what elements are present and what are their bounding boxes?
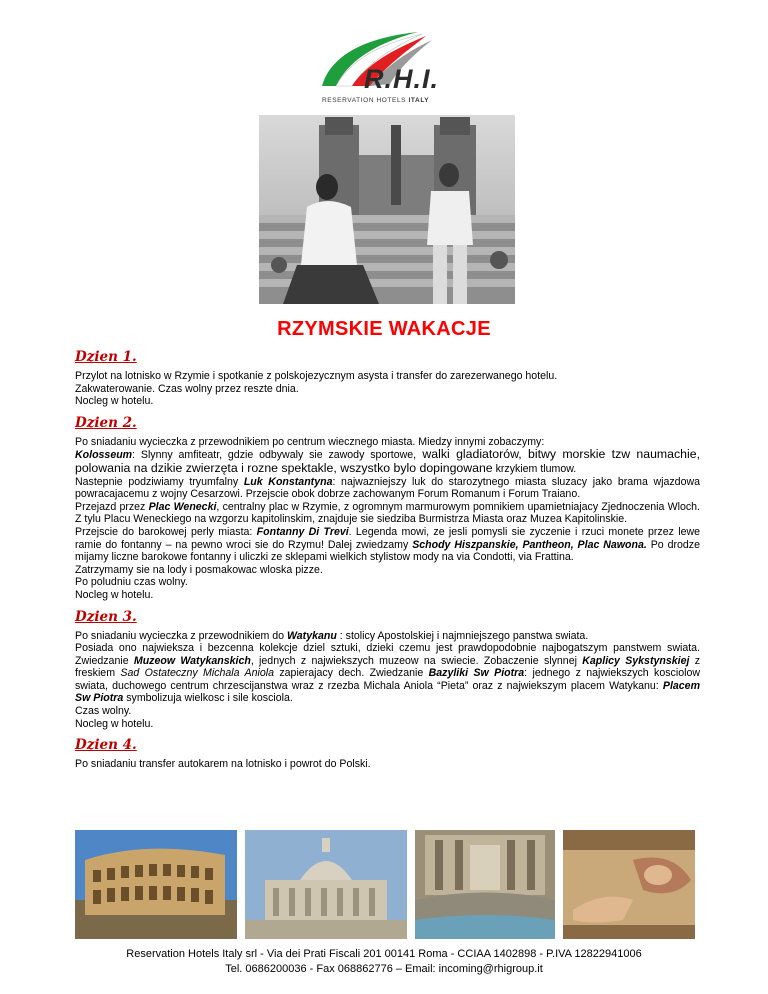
day-2	[75, 414, 700, 602]
day-line: Zakwaterowanie. Czas wolny przez reszte dnia.	[75, 382, 299, 395]
day-line: Po sniadaniu transfer autokarem na lotnisko i powrot do Polski.	[75, 758, 371, 771]
luk-paragraph: Nastepnie podziwiamy tryumfalny Luk Konstantyna: najwazniejszy luk do starozytnego miasta sluzacy jako brama wjazdowa powracajacemu z wojny Cesarzowi. Przejscie obok dobrze zachowanym Forum Romanum i Forum Traiano.	[75, 475, 700, 501]
footer-address: Reservation Hotels Italy srl - Via dei Prati Fiscali 201 00141 Roma - CCIAA 1402898 - P.IVA 12822941006	[126, 948, 642, 960]
day-heading: Dzien 2.	[75, 414, 137, 431]
day-line: Przylot na lotnisko w Rzymie i spotkanie z polskojezycznym asysta i transfer do zarezerwanego hotelu.	[75, 370, 558, 382]
day-line: Nocleg w hotelu.	[75, 588, 154, 601]
day-1	[75, 348, 700, 408]
day-4	[75, 736, 700, 771]
footer-contact: Tel. 0686200036 - Fax 068862776 – Email: incoming@rhigroup.it	[225, 963, 543, 975]
colosseum-photo	[75, 830, 237, 939]
st-peters-basilica-photo	[245, 830, 407, 939]
itinerary	[75, 348, 700, 777]
museums-paragraph: Posiada ono najwieksza i bezcenna kolekcje dziel sztuki, dzieki czemu jest prawdopodobnie najbogatszym panstwem swiata. Zwiedzanie Muzeow Watykanskich, jednych z najwiekszych muzeow na swiecie. Zobaczenie slynnej Kaplicy Sykstynskiej z freskiem Sad Ostateczny Michala Aniola zapierajacy dech. Zwiedzanie Bazyliki Sw Piotra: jednego z najwiekszych kosciolow swiata, duchowego centrum chrzescijanstwa wraz z rzezba Michala Aniola “Pieta” oraz z najwiekszym placem Watykanu: Placem Sw Piotra symbolizuja wielkosc i sile kosciola.	[75, 642, 700, 705]
day-heading: Dzien 3.	[75, 608, 137, 625]
logo-tagline: RESERVATION HOTELS ITALY	[322, 97, 430, 104]
day-line: Nocleg w hotelu.	[75, 395, 154, 408]
day-heading: Dzien 1.	[75, 349, 137, 365]
vatican-paragraph: Po sniadaniu wycieczka z przewodnikiem do Watykanu : stolicy Apostolskiej i najmniejszego panstwa swiata.	[75, 629, 589, 642]
hero-photo-roman-holiday	[259, 115, 515, 304]
footer	[0, 947, 768, 977]
day-3	[75, 608, 700, 731]
day-heading: Dzien 4.	[75, 737, 137, 754]
kolosseum-paragraph: Kolosseum: Slynny amfiteatr, gdzie odbywaly sie zawody sportowe, walki gladiatorów, bitwy morskie tzw naumachie, polowania na dzikie zwierzęta i rozne spektakle, wszystko bylo dopingowane krzykiem tlumow.	[75, 447, 700, 475]
day-line: Czas wolny.	[75, 705, 132, 718]
rhi-logo	[300, 28, 470, 108]
photo-strip	[75, 830, 695, 939]
day-line: Zatrzymamy sie na lody i posmakowac wloska pizze.	[75, 563, 323, 576]
day-line: Po poludniu czas wolny.	[75, 576, 188, 589]
page-title: RZYMSKIE WAKACJE	[277, 318, 491, 340]
trevi-fountain-photo	[415, 830, 555, 939]
day-line: Nocleg w hotelu.	[75, 717, 154, 730]
day-line: Po sniadaniu wycieczka z przewodnikiem po centrum wiecznego miasta. Miedzy innymi zobaczymy:	[75, 435, 545, 448]
plac-paragraph: Przejazd przez Plac Wenecki, centralny plac w Rzymie, z ogromnym marmurowym pomnikiem upamietniajacy Zjednoczenia Wloch. Z tylu Placu Weneckiego na wzgorzu kapitolinskim, znajduje sie siedziba Burmistrza Miasta oraz Muzea Kapitolinskie.	[75, 500, 701, 526]
logo-name: R.H.I.	[364, 64, 440, 94]
sistine-chapel-fresco-photo	[563, 830, 695, 939]
trevi-paragraph: Przejscie do barokowej perly miasta: Fontanny Di Trevi. Legenda mowi, ze jesli pomysli sie zyczenie i rzuci monete przez lewe ramie do fontanny – na pewno wroci sie do Rzymu! Dalej zwiedzamy Schody Hiszpanskie, Pantheon, Plac Nawona. Po drodze mijamy liczne barokowe fontanny i uliczki ze sklepami wielkich stylistow mody na via Condotti, via Frattina.	[75, 525, 700, 564]
